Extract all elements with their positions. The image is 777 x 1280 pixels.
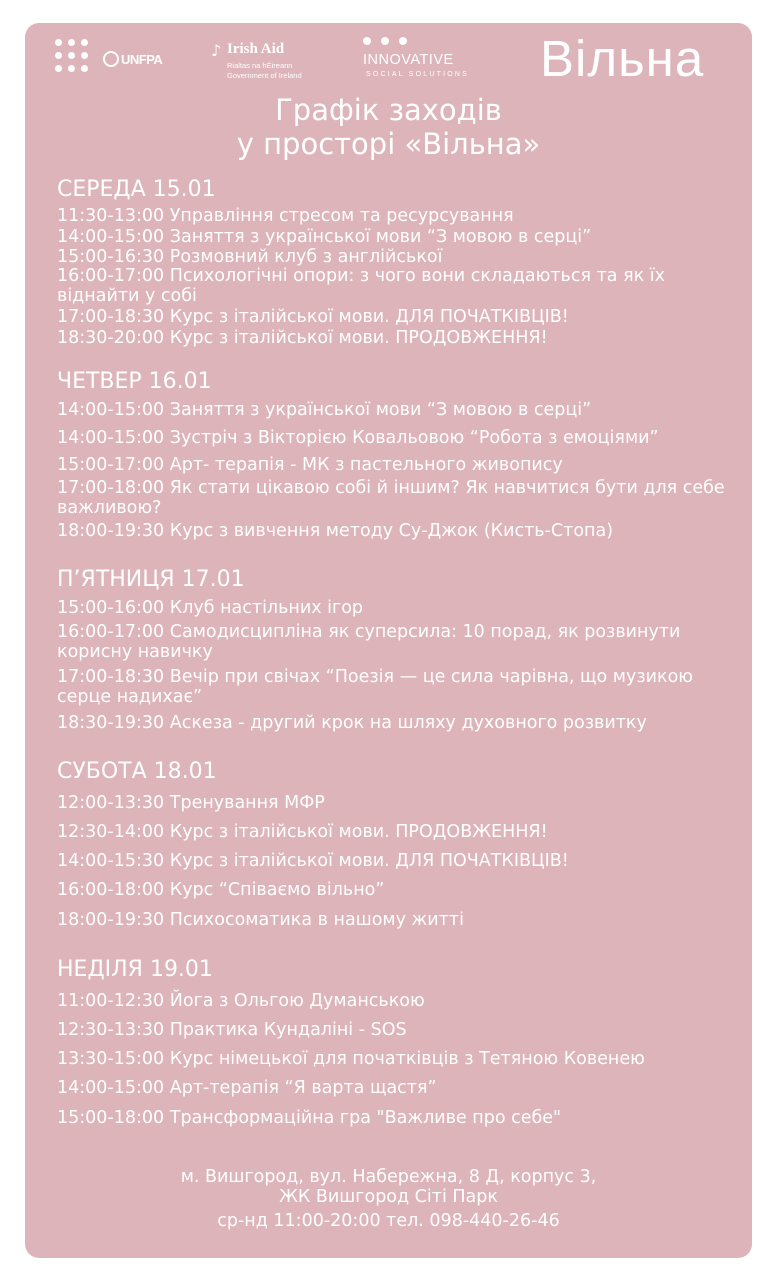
event-title: Трансформаційна гра "Важливе про себе" — [169, 1108, 562, 1128]
event-item — [57, 1078, 737, 1098]
event-item — [57, 910, 737, 930]
day-heading-thursday: ЧЕТВЕР 16.01 — [57, 369, 212, 394]
event-time: 13:30-15:00 — [57, 1049, 165, 1069]
event-item — [57, 1020, 737, 1040]
event-item — [57, 247, 737, 267]
irish-aid-sub-english: Government of Ireland — [227, 71, 302, 80]
event-item — [57, 521, 737, 541]
event-item — [57, 328, 737, 348]
event-item — [57, 793, 737, 813]
event-time: 18:30-19:30 — [57, 713, 165, 733]
event-time: 14:00-15:00 — [57, 428, 165, 448]
event-title: Розмовний клуб з англійської — [169, 247, 443, 267]
event-title: Йога з Ольгою Думанською — [169, 991, 425, 1011]
event-title: Зустріч з Вікторією Ковальовою “Робота з емоціями” — [169, 428, 659, 448]
event-title: Практика Кундаліні - SOS — [169, 1020, 407, 1040]
page-title-line-2: у просторі «Вільна» — [236, 127, 541, 161]
innovative-social-solutions-logo — [363, 37, 483, 85]
event-time: 16:00-18:00 — [57, 880, 165, 900]
event-time: 15:00-16:30 — [57, 247, 165, 267]
event-item — [57, 622, 737, 662]
schedule-poster — [25, 23, 752, 1258]
day-heading-friday: П’ЯТНИЦЯ 17.01 — [57, 567, 245, 592]
harp-icon: ♪ — [211, 41, 222, 60]
event-title: Курс з італійської мови. ДЛЯ ПОЧАТКІВЦІВ! — [169, 307, 569, 327]
event-title: Тренування МФР — [169, 793, 325, 813]
event-item — [57, 851, 737, 871]
event-time: 11:30-13:00 — [57, 206, 165, 226]
event-item — [57, 822, 737, 842]
event-time: 12:30-14:00 — [57, 822, 165, 842]
event-title: Аскеза - другий крок на шляху духовного розвитку — [169, 713, 647, 733]
event-item — [57, 206, 737, 226]
event-time: 14:00-15:00 — [57, 400, 165, 420]
event-item — [57, 880, 737, 900]
iss-dot-icon — [363, 37, 371, 45]
event-time: 14:00-15:30 — [57, 851, 165, 871]
event-title: Заняття з української мови “З мовою в серці” — [169, 400, 592, 420]
event-time: 18:30-20:00 — [57, 328, 165, 348]
event-title: Курс з італійської мови. ДЛЯ ПОЧАТКІВЦІВ! — [169, 851, 569, 871]
event-title: Вечір при свічах “Поезія — це сила чарівна, що музикою серце надихає” — [57, 667, 694, 707]
event-time: 14:00-15:00 — [57, 1078, 165, 1098]
event-title: Арт-терапія “Я варта щастя” — [169, 1078, 437, 1098]
event-time: 18:00-19:30 — [57, 521, 165, 541]
event-item — [57, 713, 737, 733]
iss-dot-icon — [399, 37, 407, 45]
event-title: Заняття з української мови “З мовою в серці” — [169, 227, 592, 247]
irish-aid-sub-irish: Rialtas na hÉireann — [227, 61, 293, 70]
unfpa-logo — [55, 39, 163, 81]
event-title: Психосоматика в нашому житті — [169, 910, 464, 930]
event-time: 15:00-16:00 — [57, 598, 165, 618]
event-title: Курс з італійської мови. ПРОДОВЖЕННЯ! — [169, 328, 548, 348]
event-time: 17:00-18:30 — [57, 667, 165, 687]
event-title: Клуб настільних ігор — [169, 598, 364, 618]
event-item — [57, 266, 737, 306]
event-title: Арт- терапія - МК з пастельного живопису — [169, 455, 563, 475]
event-time: 16:00-17:00 — [57, 622, 165, 642]
event-item — [57, 1049, 737, 1069]
un-globe-icon — [103, 51, 119, 67]
event-item — [57, 991, 737, 1011]
event-time: 17:00-18:00 — [57, 478, 165, 498]
event-item — [57, 400, 737, 420]
page-title-line-1: Графік заходів — [275, 93, 502, 127]
day-heading-wednesday: СЕРЕДА 15.01 — [57, 177, 216, 202]
unfpa-wordmark: UNFPA — [121, 52, 163, 67]
iss-title: INNOVATIVE — [363, 52, 454, 68]
event-title: Курс з італійської мови. ПРОДОВЖЕННЯ! — [169, 822, 548, 842]
event-title: Самодисципліна як суперсила: 10 порад, як розвинути корисну навичку — [57, 622, 681, 662]
event-title: Психологічні опори: з чого вони складаються та як їх віднайти у собі — [57, 266, 665, 306]
irish-aid-logo — [211, 39, 321, 84]
iss-subtitle: SOCIAL SOLUTIONS — [366, 71, 470, 78]
unfpa-dots-icon — [55, 39, 97, 81]
event-time: 15:00-17:00 — [57, 455, 165, 475]
event-time: 16:00-17:00 — [57, 266, 165, 286]
event-item — [57, 428, 737, 448]
iss-dot-icon — [381, 37, 389, 45]
event-title: Курс німецької для початківців з Тетяною Ковенею — [169, 1049, 645, 1069]
complex-name: ЖК Вишгород Сіті Парк — [279, 1187, 498, 1207]
event-item — [57, 667, 737, 707]
event-title: Як стати цікавою собі й іншим? Як навчитися бути для себе важливою? — [57, 478, 725, 518]
event-time: 12:30-13:30 — [57, 1020, 165, 1040]
event-item — [57, 227, 737, 247]
event-item — [57, 598, 737, 618]
address-line: м. Вишгород, вул. Набережна, 8 Д, корпус 3, — [180, 1167, 597, 1187]
event-time: 17:00-18:30 — [57, 307, 165, 327]
event-title: Управління стресом та ресурсування — [169, 206, 514, 226]
event-item — [57, 307, 737, 327]
event-item — [57, 455, 737, 475]
day-heading-saturday: СУБОТА 18.01 — [57, 759, 217, 784]
irish-aid-title: Irish Aid — [227, 41, 285, 57]
event-title: Курс “Співаємо вільно” — [169, 880, 385, 900]
event-time: 15:00-18:00 — [57, 1108, 165, 1128]
event-time: 11:00-12:30 — [57, 991, 165, 1011]
event-title: Курс з вивчення методу Су-Джок (Кисть-Стопа) — [169, 521, 614, 541]
logo-bar — [25, 23, 752, 93]
event-item — [57, 1108, 737, 1128]
day-heading-sunday: НЕДІЛЯ 19.01 — [57, 957, 213, 982]
vilna-brand-logo: Вільна — [540, 30, 705, 87]
event-time: 14:00-15:00 — [57, 227, 165, 247]
hours-and-phone: ср-нд 11:00-20:00 тел. 098-440-26-46 — [217, 1211, 560, 1231]
event-time: 18:00-19:30 — [57, 910, 165, 930]
event-time: 12:00-13:30 — [57, 793, 165, 813]
event-item — [57, 478, 737, 518]
